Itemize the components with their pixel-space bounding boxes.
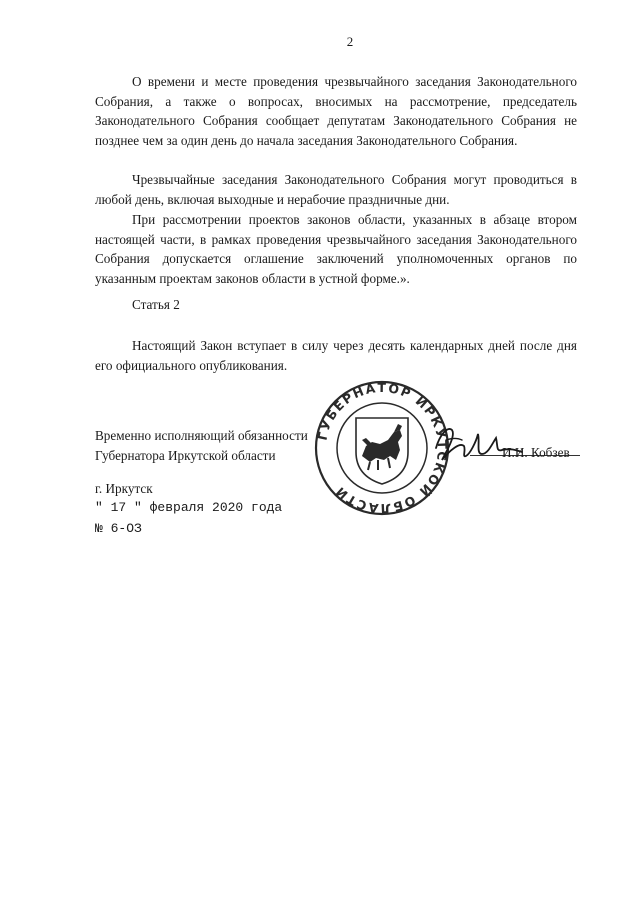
page-number: 2 <box>346 34 354 49</box>
paragraph-draft-laws <box>95 210 577 288</box>
seal-text: ГУБЕРНАТОР ИРКУТСКОЙ ОБЛАСТИ <box>314 380 450 516</box>
signatory-name: И.И. Кобзев <box>502 445 570 460</box>
paragraph-text: Чрезвычайные заседания Законодательного Собрания могут проводиться в любой день, включая выходные и нерабочие праздничные дни. <box>95 172 577 207</box>
paragraph-text: Настоящий Закон вступает в силу через десять календарных дней после дня его официального опубликования. <box>95 338 577 373</box>
signatory-position <box>95 426 308 465</box>
paragraph-text: О времени и месте проведения чрезвычайного заседания Законодательного Собрания, а также о вопросах, вносимых на рассмотрение, председатель Законодательного Собрания сообщает депутатам Законодательного Собрания не позднее чем за один день до начала заседания Законодательного Собрания. <box>95 74 577 148</box>
law-number: № 6-ОЗ <box>95 521 142 536</box>
position-line-1: Временно исполняющий обязанности <box>95 428 308 443</box>
signing-date: " 17 " февраля 2020 года <box>95 500 283 515</box>
paragraph-entry-into-force <box>95 336 577 375</box>
article-heading: Статья 2 <box>132 297 180 312</box>
paragraph-session-days <box>95 170 577 209</box>
place-of-signing: г. Иркутск <box>95 481 153 496</box>
position-line-2: Губернатора Иркутской области <box>95 447 276 463</box>
paragraph-text: При рассмотрении проектов законов области, указанных в абзаце втором настоящей части, в рамках проведения чрезвычайного заседания Законодательного Собрания допускается оглашение заключений уполномоченных органов по указанным проектам законов области в устной форме.». <box>95 212 577 286</box>
paragraph-extraordinary-session-notice <box>95 72 577 150</box>
